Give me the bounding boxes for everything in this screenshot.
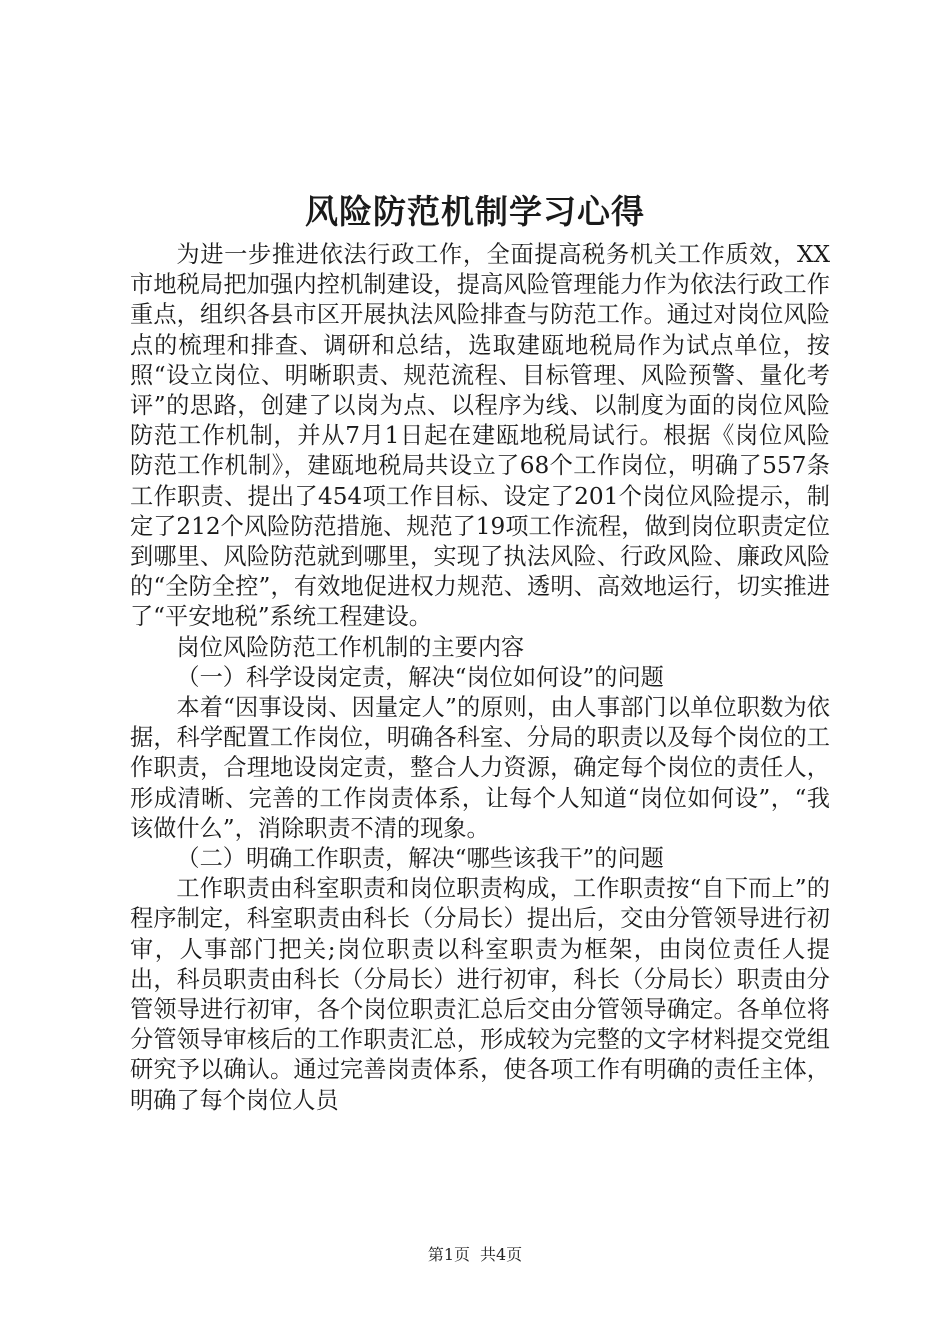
paragraph-section-2: 工作职责由科室职责和岗位职责构成，工作职责按“自下而上”的程序制定，科室职责由科长（分局长）提出后，交由分管领导进行初审，人事部门把关;岗位职责以科室职责为框架，由岗位责任人提出，科员职责由科长（分局长）进行初审，科长（分局长）职责由分管领导进行初审，各个岗位职责汇总后交由分管领导确定。各单位将分管领导审核后的工作职责汇总，形成较为完整的文字材料提交党组研究予以确认。通过完善岗责体系，使各项工作有明确的责任主体，明确了每个岗位人员 [130,875,830,1114]
subsection-heading-1: （一）科学设岗定责，解决“岗位如何设”的问题 [176,663,664,691]
page-footer [0,1242,950,1265]
paragraph-section-1: 本着“因事设岗、因量定人”的原则，由人事部门以单位职数为依据，科学配置工作岗位，明确各科室、分局的职责以及每个岗位的工作职责，合理地设岗定责，整合人力资源，确定每个岗位的责任人，形成清晰、完善的工作岗责体系，让每个人知道“岗位如何设”，“我该做什么”，消除职责不清的现象。 [130,694,830,842]
document-title: 风险防范机制学习心得 [305,192,645,231]
document-body [130,240,830,1116]
page-number: 第1页 [427,1245,470,1264]
subsection-heading-2: （二）明确工作职责，解决“哪些该我干”的问题 [176,845,664,873]
paragraph-intro: 为进一步推进依法行政工作，全面提高税务机关工作质效，XX市地税局把加强内控机制建设，提高风险管理能力作为依法行政工作重点，组织各县市区开展执法风险排查与防范工作。通过对岗位风险点的梳理和排查、调研和总结，选取建瓯地税局作为试点单位，按照“设立岗位、明晰职责、规范流程、目标管理、风险预警、量化考评”的思路，创建了以岗为点、以程序为线、以制度为面的岗位风险防范工作机制，并从7月1日起在建瓯地税局试行。根据《岗位风险防范工作机制》，建瓯地税局共设立了68个工作岗位，明确了557条工作职责、提出了454项工作目标、设定了201个岗位风险提示，制定了212个风险防范措施、规范了19项工作流程，做到岗位职责定位到哪里、风险防范就到哪里，实现了执法风险、行政风险、廉政风险的“全防全控”，有效地促进权力规范、透明、高效地运行，切实推进了“平安地税”系统工程建设。 [130,241,830,631]
section-heading-main: 岗位风险防范工作机制的主要内容 [176,633,525,661]
page-total: 共4页 [480,1245,523,1264]
